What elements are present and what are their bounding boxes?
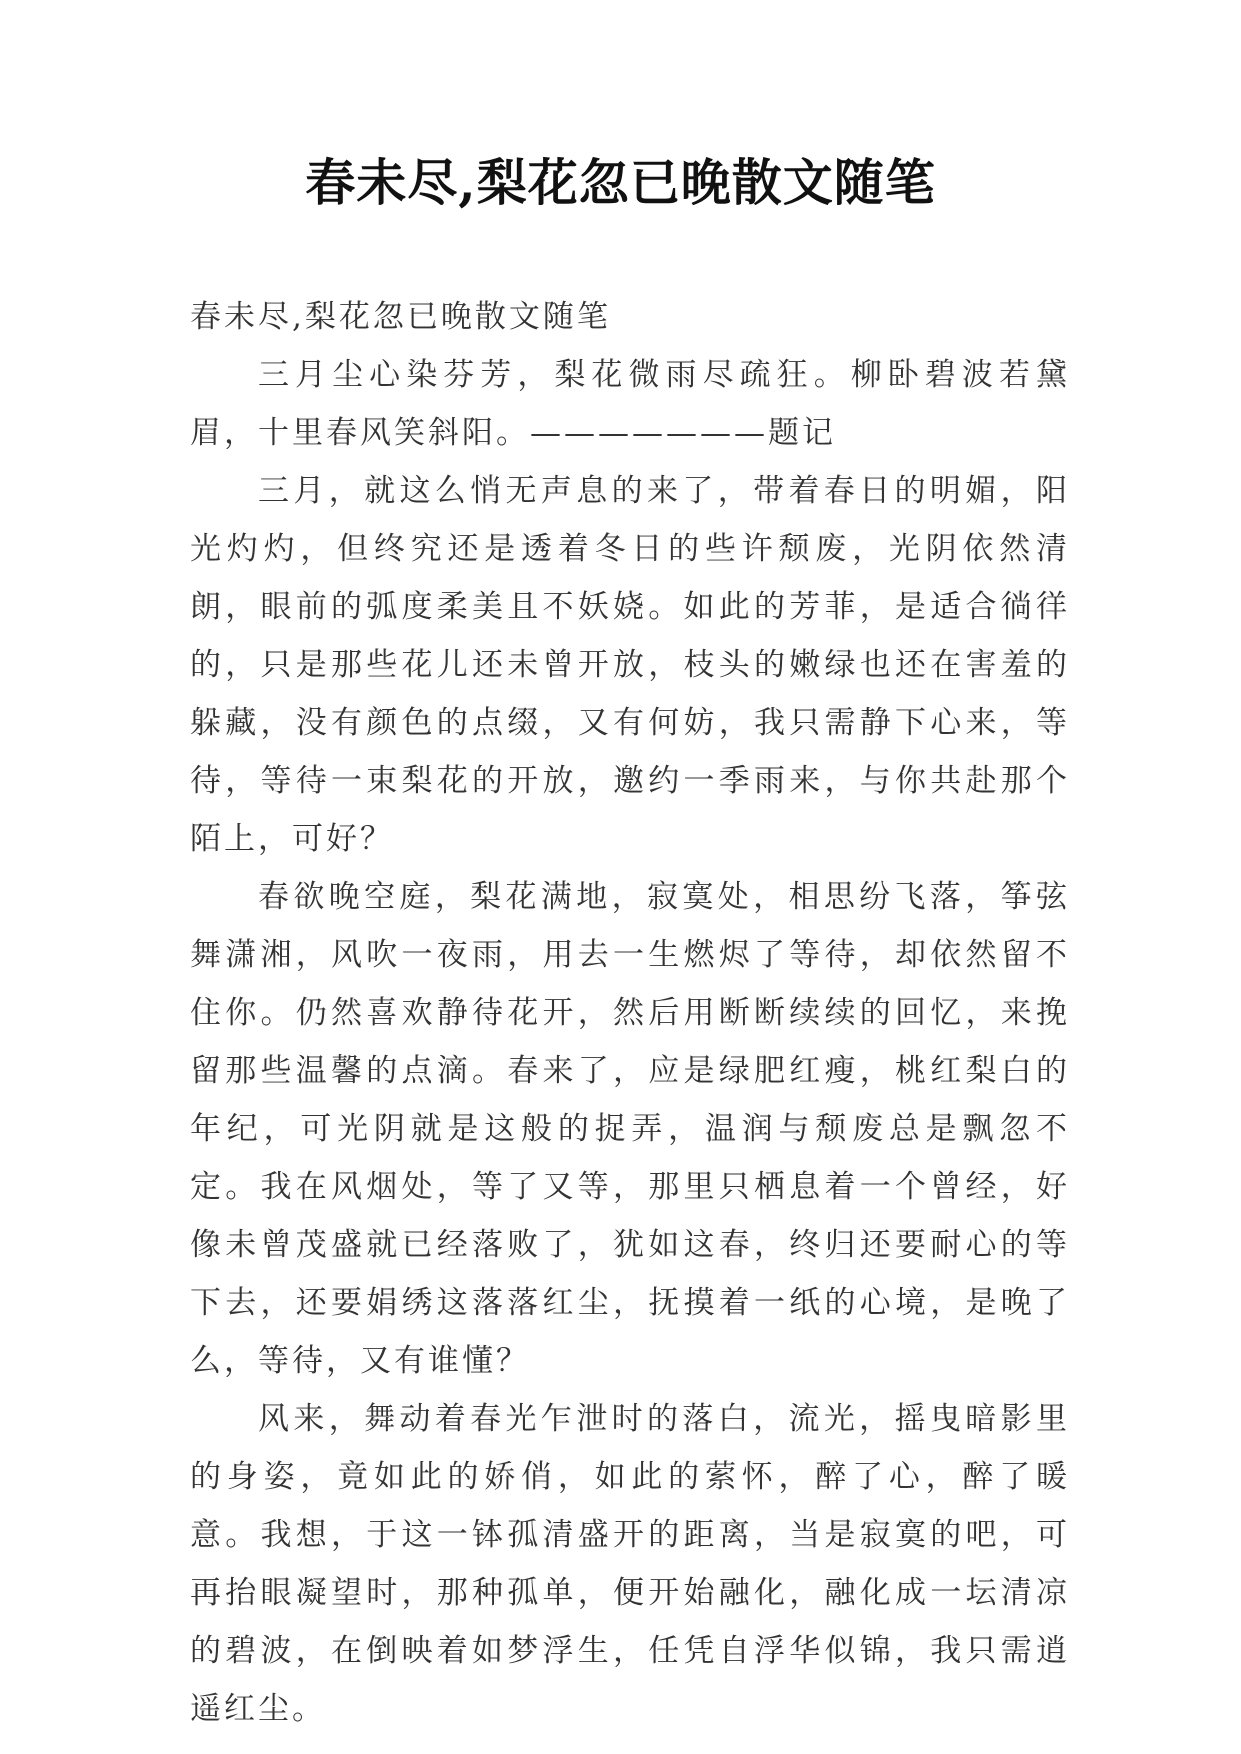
subtitle-line: 春未尽,梨花忽已晚散文随笔 [190,299,611,335]
document-body [190,288,1070,1738]
body-paragraph: 春欲晚空庭，梨花满地，寂寞处，相思纷飞落，筝弦舞潇湘，风吹一夜雨，用去一生燃烬了等待，却依然留不住你。仍然喜欢静待花开，然后用断断续续的回忆，来挽留那些温馨的点滴。春来了，应是绿肥红瘦，桃红梨白的年纪，可光阴就是这般的捉弄，温润与颓废总是飘忽不定。我在风烟处，等了又等，那里只栖息着一个曾经，好像未曾茂盛就已经落败了，犹如这春，终归还要耐心的等下去，还要娟绣这落落红尘，抚摸着一纸的心境，是晚了么，等待，又有谁懂？ [190,879,1070,1379]
document-title: 春未尽,梨花忽已晚散文随笔 [305,153,936,212]
body-paragraph: 三月，就这么悄无声息的来了，带着春日的明媚，阳光灼灼，但终究还是透着冬日的些许颓废，光阴依然清朗，眼前的弧度柔美且不妖娆。如此的芳菲，是适合徜徉的，只是那些花儿还未曾开放，枝头的嫩绿也还在害羞的躲藏，没有颜色的点缀，又有何妨，我只需静下心来，等待，等待一束梨花的开放，邀约一季雨来，与你共赴那个陌上，可好？ [190,473,1070,857]
epigraph-paragraph: 三月尘心染芬芳，梨花微雨尽疏狂。柳卧碧波若黛眉，十里春风笑斜阳。———————题记 [190,357,1070,451]
body-paragraph: 风来，舞动着春光乍泄时的落白，流光，摇曳暗影里的身姿，竟如此的娇俏，如此的萦怀，醉了心，醉了暖意。我想，于这一钵孤清盛开的距离，当是寂寞的吧，可再抬眼凝望时，那种孤单，便开始融化，融化成一坛清凉的碧波，在倒映着如梦浮生，任凭自浮华似锦，我只需逍遥红尘。 [190,1401,1070,1727]
